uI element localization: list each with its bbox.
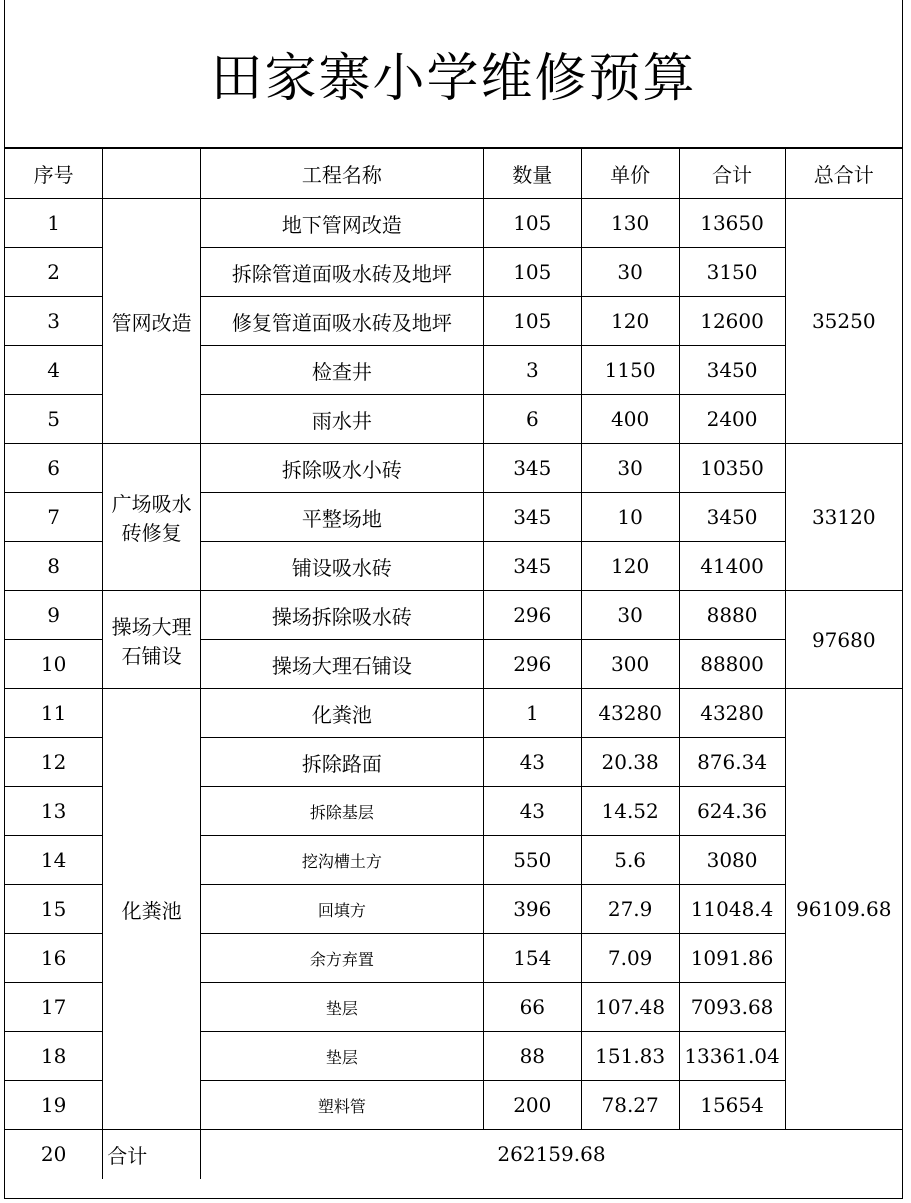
row-qty: 200 (483, 1081, 581, 1130)
row-price: 10 (581, 493, 679, 542)
budget-sheet (4, 0, 903, 1199)
row-seq: 9 (5, 591, 103, 640)
row-sum: 2400 (679, 395, 785, 444)
row-sum: 12600 (679, 297, 785, 346)
row-seq: 7 (5, 493, 103, 542)
row-price: 20.38 (581, 738, 679, 787)
header-row (5, 149, 902, 199)
row-sum: 10350 (679, 444, 785, 493)
row-qty: 43 (483, 738, 581, 787)
group-total: 33120 (785, 444, 902, 591)
row-name: 回填方 (200, 885, 483, 934)
row-name: 化粪池 (200, 689, 483, 738)
row-sum: 876.34 (679, 738, 785, 787)
row-name: 地下管网改造 (200, 199, 483, 248)
header-category (103, 149, 201, 199)
table-row (5, 689, 902, 738)
header-sum: 合计 (679, 149, 785, 199)
row-seq: 2 (5, 248, 103, 297)
row-price: 1150 (581, 346, 679, 395)
row-qty: 6 (483, 395, 581, 444)
header-qty: 数量 (483, 149, 581, 199)
row-qty: 3 (483, 346, 581, 395)
total-seq: 20 (5, 1130, 103, 1179)
row-sum: 13361.04 (679, 1032, 785, 1081)
row-sum: 3450 (679, 346, 785, 395)
row-qty: 345 (483, 542, 581, 591)
table-row (5, 199, 902, 248)
row-seq: 4 (5, 346, 103, 395)
row-qty: 105 (483, 297, 581, 346)
row-price: 300 (581, 640, 679, 689)
group-total: 96109.68 (785, 689, 902, 1130)
row-qty: 550 (483, 836, 581, 885)
row-seq: 18 (5, 1032, 103, 1081)
row-seq: 12 (5, 738, 103, 787)
row-seq: 5 (5, 395, 103, 444)
header-grand-total: 总合计 (785, 149, 902, 199)
table-row (5, 444, 902, 493)
row-price: 130 (581, 199, 679, 248)
row-name: 余方弃置 (200, 934, 483, 983)
row-price: 14.52 (581, 787, 679, 836)
row-seq: 17 (5, 983, 103, 1032)
row-qty: 43 (483, 787, 581, 836)
row-qty: 154 (483, 934, 581, 983)
row-qty: 88 (483, 1032, 581, 1081)
row-name: 拆除吸水小砖 (200, 444, 483, 493)
row-qty: 105 (483, 248, 581, 297)
row-price: 78.27 (581, 1081, 679, 1130)
row-price: 43280 (581, 689, 679, 738)
row-qty: 66 (483, 983, 581, 1032)
row-name: 操场大理石铺设 (200, 640, 483, 689)
group-total: 97680 (785, 591, 902, 689)
row-name: 塑料管 (200, 1081, 483, 1130)
group-total: 35250 (785, 199, 902, 444)
row-seq: 14 (5, 836, 103, 885)
row-seq: 3 (5, 297, 103, 346)
sheet-title: 田家寨小学维修预算 (5, 0, 902, 148)
row-seq: 8 (5, 542, 103, 591)
row-seq: 13 (5, 787, 103, 836)
row-sum: 7093.68 (679, 983, 785, 1032)
row-seq: 19 (5, 1081, 103, 1130)
row-seq: 1 (5, 199, 103, 248)
row-qty: 396 (483, 885, 581, 934)
row-price: 7.09 (581, 934, 679, 983)
row-price: 120 (581, 542, 679, 591)
row-name: 拆除基层 (200, 787, 483, 836)
row-price: 120 (581, 297, 679, 346)
row-name: 拆除路面 (200, 738, 483, 787)
row-qty: 345 (483, 493, 581, 542)
row-seq: 11 (5, 689, 103, 738)
row-qty: 105 (483, 199, 581, 248)
row-sum: 624.36 (679, 787, 785, 836)
row-name: 挖沟槽土方 (200, 836, 483, 885)
group-label: 操场大理石铺设 (103, 591, 201, 689)
row-qty: 296 (483, 640, 581, 689)
row-price: 400 (581, 395, 679, 444)
row-price: 30 (581, 248, 679, 297)
row-sum: 3450 (679, 493, 785, 542)
row-seq: 10 (5, 640, 103, 689)
row-qty: 345 (483, 444, 581, 493)
group-label: 化粪池 (103, 689, 201, 1130)
row-name: 操场拆除吸水砖 (200, 591, 483, 640)
row-name: 雨水井 (200, 395, 483, 444)
row-name: 垫层 (200, 1032, 483, 1081)
row-seq: 6 (5, 444, 103, 493)
row-sum: 1091.86 (679, 934, 785, 983)
row-name: 修复管道面吸水砖及地坪 (200, 297, 483, 346)
row-sum: 3080 (679, 836, 785, 885)
row-price: 30 (581, 444, 679, 493)
row-name: 平整场地 (200, 493, 483, 542)
header-name: 工程名称 (200, 149, 483, 199)
row-name: 拆除管道面吸水砖及地坪 (200, 248, 483, 297)
row-sum: 8880 (679, 591, 785, 640)
row-qty: 296 (483, 591, 581, 640)
row-price: 107.48 (581, 983, 679, 1032)
row-sum: 13650 (679, 199, 785, 248)
total-label: 合计 (103, 1130, 201, 1179)
row-seq: 15 (5, 885, 103, 934)
row-sum: 43280 (679, 689, 785, 738)
row-name: 铺设吸水砖 (200, 542, 483, 591)
group-label: 广场吸水砖修复 (103, 444, 201, 591)
row-sum: 15654 (679, 1081, 785, 1130)
row-qty: 1 (483, 689, 581, 738)
row-price: 27.9 (581, 885, 679, 934)
row-seq: 16 (5, 934, 103, 983)
row-name: 垫层 (200, 983, 483, 1032)
row-sum: 88800 (679, 640, 785, 689)
row-sum: 11048.4 (679, 885, 785, 934)
row-price: 5.6 (581, 836, 679, 885)
table-row (5, 591, 902, 640)
row-name: 检查井 (200, 346, 483, 395)
total-value: 262159.68 (200, 1130, 902, 1179)
row-sum: 41400 (679, 542, 785, 591)
group-label: 管网改造 (103, 199, 201, 444)
row-price: 30 (581, 591, 679, 640)
header-price: 单价 (581, 149, 679, 199)
total-row (5, 1130, 902, 1179)
row-price: 151.83 (581, 1032, 679, 1081)
row-sum: 3150 (679, 248, 785, 297)
header-seq: 序号 (5, 149, 103, 199)
budget-table (5, 148, 902, 1179)
